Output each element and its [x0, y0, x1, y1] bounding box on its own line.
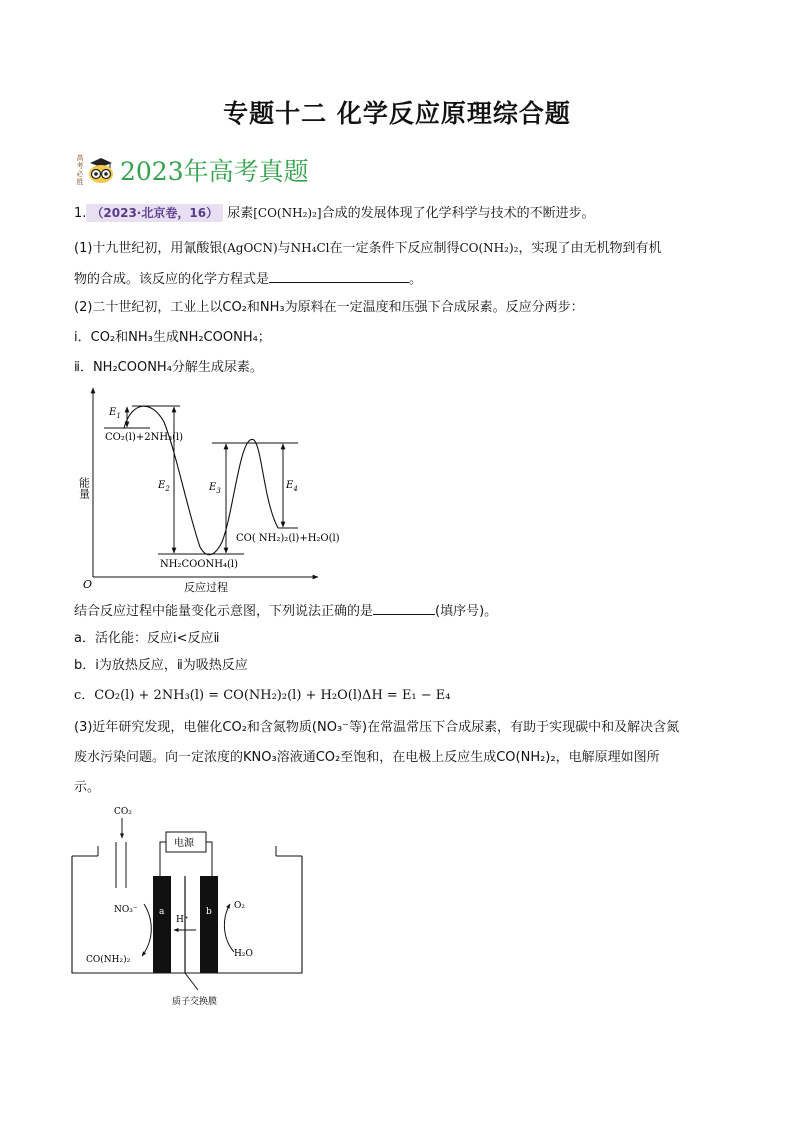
- products-label: CO( NH₂)₂(l)+H₂O(l): [236, 533, 340, 544]
- judge-question: 结合反应过程中能量变化示意图，下列说法正确的是 (填序号)。: [74, 599, 497, 623]
- part-3-line-1: (3)近年研究发现，电催化CO₂和含氮物质(NO₃⁻等)在常温常压下合成尿素，有助于实现碳中和及解决含氮: [74, 720, 680, 735]
- answer-blank-1[interactable]: [269, 267, 409, 283]
- cathode-arrow: [142, 904, 151, 956]
- part-2-intro: (2)二十世纪初，工业上以CO₂和NH₃为原料在一定温度和压强下合成尿素。反应分两步：: [74, 300, 584, 315]
- step-i: ⅰ．CO₂和NH₃生成NH₂COONH₄；: [74, 330, 271, 345]
- section-header: [74, 150, 309, 190]
- membrane-label: 质子交换膜: [172, 997, 218, 1007]
- electrolysis-cell-diagram: [68, 800, 308, 1012]
- h-plus-label: H⁺: [176, 915, 189, 925]
- svg-text:E1: $E_1$: [109, 407, 121, 420]
- svg-text:b: b: [206, 907, 212, 917]
- step-ii: ⅱ．NH₂COONH₄分解生成尿素。: [74, 360, 263, 375]
- co2-inlet-label: CO₂: [114, 807, 132, 817]
- urea-label: CO(NH₂)₂: [86, 955, 131, 965]
- electrode-b: [200, 876, 218, 973]
- question-number: 1.: [74, 206, 87, 221]
- wire-right: [206, 842, 212, 876]
- stem-text-end: 合成的发展体现了化学科学与技术的不断进步。: [321, 206, 595, 221]
- answer-blank-2[interactable]: [373, 599, 435, 615]
- part-1-line-2: 物的合成。该反应的化学方程式是 。: [74, 267, 422, 291]
- power-source-label: 电源: [174, 838, 194, 849]
- section-heading: 2023年高考真题: [120, 157, 309, 186]
- option-b: b．ⅰ为放热反应，ⅱ为吸热反应: [74, 658, 248, 673]
- owl-mascot-icon: [86, 155, 116, 185]
- question-1-stem: [74, 202, 595, 225]
- svg-text:E3: $E_3$: [209, 482, 221, 495]
- intermediate-label: NH₂COONH₄(l): [160, 559, 239, 570]
- source-tag: （2023·北京卷，16）: [86, 204, 223, 222]
- svg-text:E4: $E_4$: [286, 480, 298, 493]
- oxygen-label: O₂: [234, 901, 245, 911]
- section-deco-text: 高考必胜: [76, 154, 84, 186]
- option-a: a．活化能：反应ⅰ<反应ⅱ: [74, 631, 220, 646]
- origin-label: O: [83, 578, 93, 591]
- energy-diagram: [77, 382, 370, 594]
- part-1-line-1: (1)十九世纪初，用氰酸银(AgOCN)与NH₄Cl在一定条件下反应制得CO(NH₂)₂，实现了由无机物到有机: [74, 241, 662, 256]
- svg-text:E2: $E_2$: [158, 480, 170, 493]
- y-axis-label: 能量: [77, 477, 91, 499]
- urea-formula: [CO(NH₂)₂]: [253, 206, 322, 220]
- svg-text:a: a: [159, 907, 165, 917]
- x-axis-label: 反应过程: [184, 581, 228, 594]
- stem-text: 尿素: [227, 206, 254, 221]
- option-c: c．CO₂(l) + 2NH₃(l) = CO(NH₂)₂(l) + H₂O(l)ΔH = E₁ − E₄: [74, 688, 451, 703]
- electrode-a: [153, 876, 171, 973]
- water-label: H₂O: [234, 949, 253, 959]
- part-3-line-3: 示。: [74, 780, 101, 795]
- page-title: 专题十二 化学反应原理综合题: [223, 99, 571, 128]
- anode-arrow: [224, 904, 234, 952]
- part-3-line-2: 废水污染问题。向一定浓度的KNO₃溶液通CO₂至饱和，在电极上反应生成CO(NH₂)₂，电解原理如图所: [74, 750, 660, 765]
- wire-left: [160, 842, 166, 876]
- nitrate-label: NO₃⁻: [114, 905, 138, 915]
- reactants-label: CO₂(l)+2NH₃(l): [105, 432, 184, 443]
